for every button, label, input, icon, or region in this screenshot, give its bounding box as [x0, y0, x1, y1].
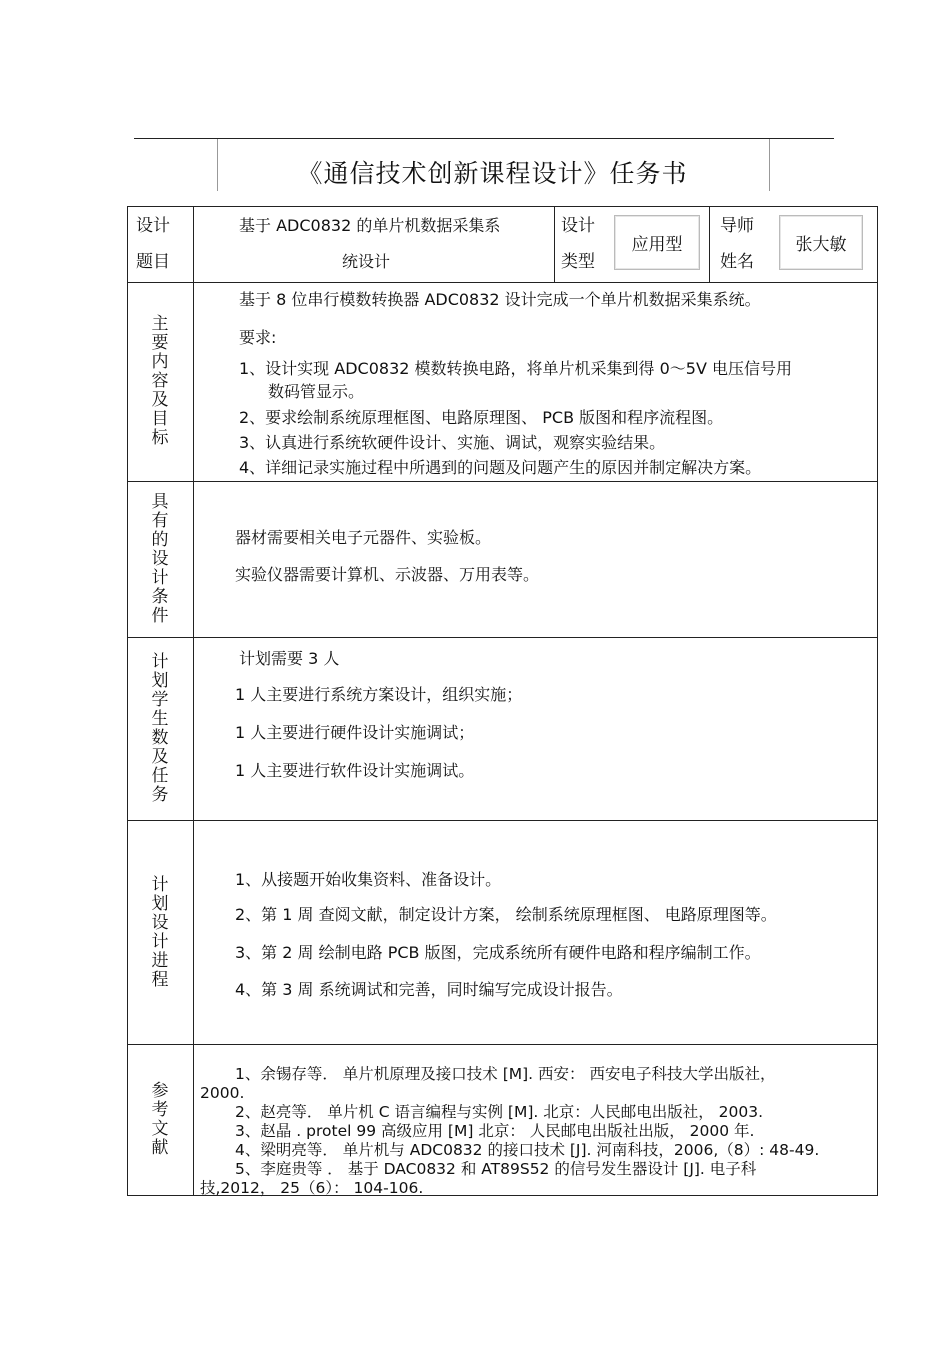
- row-divider: [127, 1044, 878, 1045]
- reference-3: 3、赵晶 . protel 99 高级应用 [M] 北京： 人民邮电出版社出版， 2000 年.: [235, 1122, 755, 1140]
- requirement-2: 2、要求绘制系统原理框图、电路原理图、 PCB 版图和程序流程图。: [239, 408, 724, 427]
- conditions-label: 具有的设计条件: [151, 492, 169, 626]
- row-divider: [127, 282, 878, 283]
- type-label-1: 设计: [561, 216, 595, 236]
- schedule-line-3: 3、第 2 周 绘制电路 PCB 版图，完成系统所有硬件电路和程序编制工作。: [235, 943, 761, 962]
- row-divider: [127, 481, 878, 482]
- advisor-label-2: 姓名: [720, 252, 754, 272]
- advisor-label-1: 导师: [720, 216, 754, 236]
- schedule-line-4: 4、第 3 周 系统调试和完善，同时编写完成设计报告。: [235, 980, 623, 999]
- reference-1-cont: 2000.: [200, 1084, 245, 1102]
- students-line-1: 计划需要 3 人: [239, 649, 340, 668]
- reference-5: 5、李庭贵等 ． 基于 DAC0832 和 AT89S52 的信号发生器设计 [J]. 电子科: [235, 1160, 757, 1178]
- reference-1: 1、余锡存等． 单片机原理及接口技术 [M]. 西安： 西安电子科技大学出版社，: [235, 1065, 776, 1083]
- topic-label-2: 题目: [136, 252, 170, 272]
- content-intro: 基于 8 位串行模数转换器 ADC0832 设计完成一个单片机数据采集系统。: [239, 290, 761, 309]
- requirements-label: 要求:: [239, 328, 277, 347]
- topic-line-2: 统设计: [342, 252, 391, 271]
- schedule-label: 计划设计进程: [151, 874, 169, 990]
- requirement-1: 1、设计实现 ADC0832 模数转换电路，将单片机采集到得 0～5V 电压信号用: [239, 359, 792, 378]
- references-label: 参考文献: [151, 1081, 169, 1158]
- col-divider: [554, 206, 555, 282]
- topic-line-1: 基于 ADC0832 的单片机数据采集系: [239, 216, 501, 235]
- topic-label-1: 设计: [136, 216, 170, 236]
- students-line-4: 1 人主要进行软件设计实施调试。: [235, 761, 475, 780]
- students-line-3: 1 人主要进行硬件设计实施调试；: [235, 723, 475, 742]
- reference-4: 4、梁明亮等． 单片机与 ADC0832 的接口技术 [J]. 河南科技，2006,（8）: 48-49.: [235, 1141, 820, 1159]
- row-divider: [127, 820, 878, 821]
- col-divider: [709, 206, 710, 282]
- schedule-line-2: 2、第 1 周 查阅文献，制定设计方案， 绘制系统原理框图、 电路原理图等。: [235, 905, 777, 924]
- requirement-4: 4、详细记录实施过程中所遇到的问题及问题产生的原因并制定解决方案。: [239, 458, 762, 477]
- requirement-3: 3、认真进行系统软硬件设计、实施、调试，观察实验结果。: [239, 433, 666, 452]
- conditions-line-2: 实验仪器需要计算机、示波器、万用表等。: [235, 565, 540, 584]
- advisor-name-value: 张大敏: [779, 215, 863, 270]
- type-label-2: 类型: [561, 252, 595, 272]
- document-title: 《通信技术创新课程设计》任务书: [297, 159, 688, 188]
- schedule-line-1: 1、从接题开始收集资料、准备设计。: [235, 870, 502, 889]
- row-divider: [127, 637, 878, 638]
- table-border-right: [877, 206, 878, 1196]
- requirement-1-cont: 数码管显示。: [268, 382, 365, 401]
- task-table: [127, 206, 878, 1196]
- reference-5-cont: 技,2012， 25（6）： 104-106.: [200, 1179, 424, 1197]
- reference-2: 2、赵亮等． 单片机 C 语言编程与实例 [M]. 北京：人民邮电出版社， 2003.: [235, 1103, 764, 1121]
- label-column-divider: [193, 206, 194, 1196]
- content-label: 主要内容及目标: [151, 314, 169, 448]
- students-label: 计划学生数及任务: [151, 652, 169, 805]
- students-line-2: 1 人主要进行系统方案设计，组织实施；: [235, 685, 523, 704]
- table-border-top: [127, 206, 878, 207]
- design-type-value: 应用型: [614, 215, 700, 270]
- conditions-line-1: 器材需要相关电子元器件、实验板。: [235, 528, 492, 547]
